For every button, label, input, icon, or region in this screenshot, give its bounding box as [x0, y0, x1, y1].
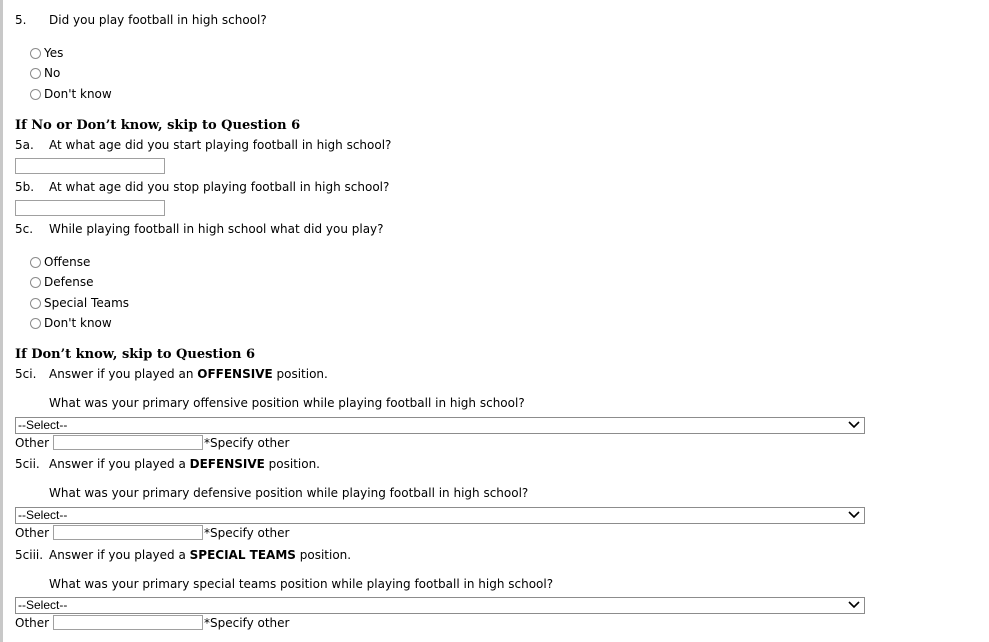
question-pre: Answer if you played an [49, 367, 198, 381]
question-number: 5b. [15, 180, 35, 194]
chevron-down-icon [848, 509, 860, 521]
other-label: Other [15, 615, 50, 630]
question-number: 5a. [15, 138, 34, 152]
radio-button[interactable] [30, 68, 41, 79]
question-number: 5ciii. [15, 548, 44, 562]
question-post: position. [264, 457, 320, 471]
question-5cii-subtext: What was your primary defensive position while playing football in high school? [49, 486, 529, 500]
question-number: 5ci. [15, 367, 37, 381]
option-label: Offense [44, 255, 91, 269]
question-number: 5cii. [15, 457, 40, 471]
other-offensive-input[interactable] [53, 435, 203, 450]
option-label: Defense [44, 275, 94, 289]
radio-option-special-teams[interactable] [30, 295, 129, 311]
radio-button[interactable] [30, 298, 41, 309]
chevron-down-icon [848, 419, 860, 431]
select-value: --Select-- [18, 418, 68, 432]
radio-option-dont-know[interactable] [30, 86, 112, 102]
question-post: position. [295, 548, 352, 562]
other-row-special-teams [15, 614, 289, 631]
other-label: Other [15, 435, 50, 450]
question-text: While playing football in high school what did you play? [49, 222, 384, 236]
question-emphasis: SPECIAL TEAMS [189, 548, 296, 562]
skip-instruction: If No or Don’t know, skip to Question 6 [15, 118, 301, 133]
chevron-down-icon [848, 599, 860, 611]
radio-option-dont-know-2[interactable] [30, 315, 112, 331]
option-label: Don't know [44, 316, 112, 330]
select-value: --Select-- [18, 598, 68, 612]
question-emphasis: DEFENSIVE [189, 457, 265, 471]
question-text: At what age did you start playing football in high school? [49, 138, 392, 152]
radio-option-no[interactable] [30, 65, 60, 81]
specify-other-label: *Specify other [204, 615, 290, 630]
radio-option-offense[interactable] [30, 254, 90, 270]
question-5 [15, 13, 267, 27]
question-text: At what age did you stop playing football in high school? [49, 180, 390, 194]
question-5b [15, 180, 389, 194]
question-number: 5. [15, 13, 27, 27]
option-label: Yes [44, 46, 64, 60]
defensive-position-select[interactable] [15, 507, 865, 524]
age-stop-input[interactable] [15, 200, 165, 216]
question-pre: Answer if you played a [49, 457, 190, 471]
specify-other-label: *Specify other [204, 435, 290, 450]
question-5ciii [15, 548, 351, 562]
skip-instruction-2: If Don’t know, skip to Question 6 [15, 347, 256, 362]
question-5ci [15, 367, 328, 381]
radio-button[interactable] [30, 318, 41, 329]
question-5cii [15, 457, 320, 471]
other-row-offensive [15, 434, 289, 451]
question-pre: Answer if you played a [49, 548, 190, 562]
other-defensive-input[interactable] [53, 525, 203, 540]
question-text: Did you play football in high school? [49, 13, 267, 27]
option-label: Special Teams [44, 296, 130, 310]
option-label: Don't know [44, 87, 112, 101]
offensive-position-select[interactable] [15, 417, 865, 434]
other-label: Other [15, 525, 50, 540]
radio-button[interactable] [30, 48, 41, 59]
specify-other-label: *Specify other [204, 525, 290, 540]
select-value: --Select-- [18, 508, 68, 522]
radio-button[interactable] [30, 257, 41, 268]
other-special-teams-input[interactable] [53, 615, 203, 630]
question-post: position. [272, 367, 328, 381]
radio-button[interactable] [30, 277, 41, 288]
question-5a [15, 138, 391, 152]
radio-option-defense[interactable] [30, 274, 93, 290]
left-border [0, 0, 3, 642]
option-label: No [44, 66, 61, 80]
question-5c [15, 222, 384, 236]
radio-option-yes[interactable] [30, 45, 63, 61]
question-emphasis: OFFENSIVE [197, 367, 273, 381]
age-start-input[interactable] [15, 158, 165, 174]
special-teams-position-select[interactable] [15, 597, 865, 614]
question-5ciii-subtext: What was your primary special teams position while playing football in high school? [49, 577, 554, 591]
other-row-defensive [15, 524, 289, 541]
question-number: 5c. [15, 222, 34, 236]
question-5ci-subtext: What was your primary offensive position while playing football in high school? [49, 396, 525, 410]
radio-button[interactable] [30, 89, 41, 100]
